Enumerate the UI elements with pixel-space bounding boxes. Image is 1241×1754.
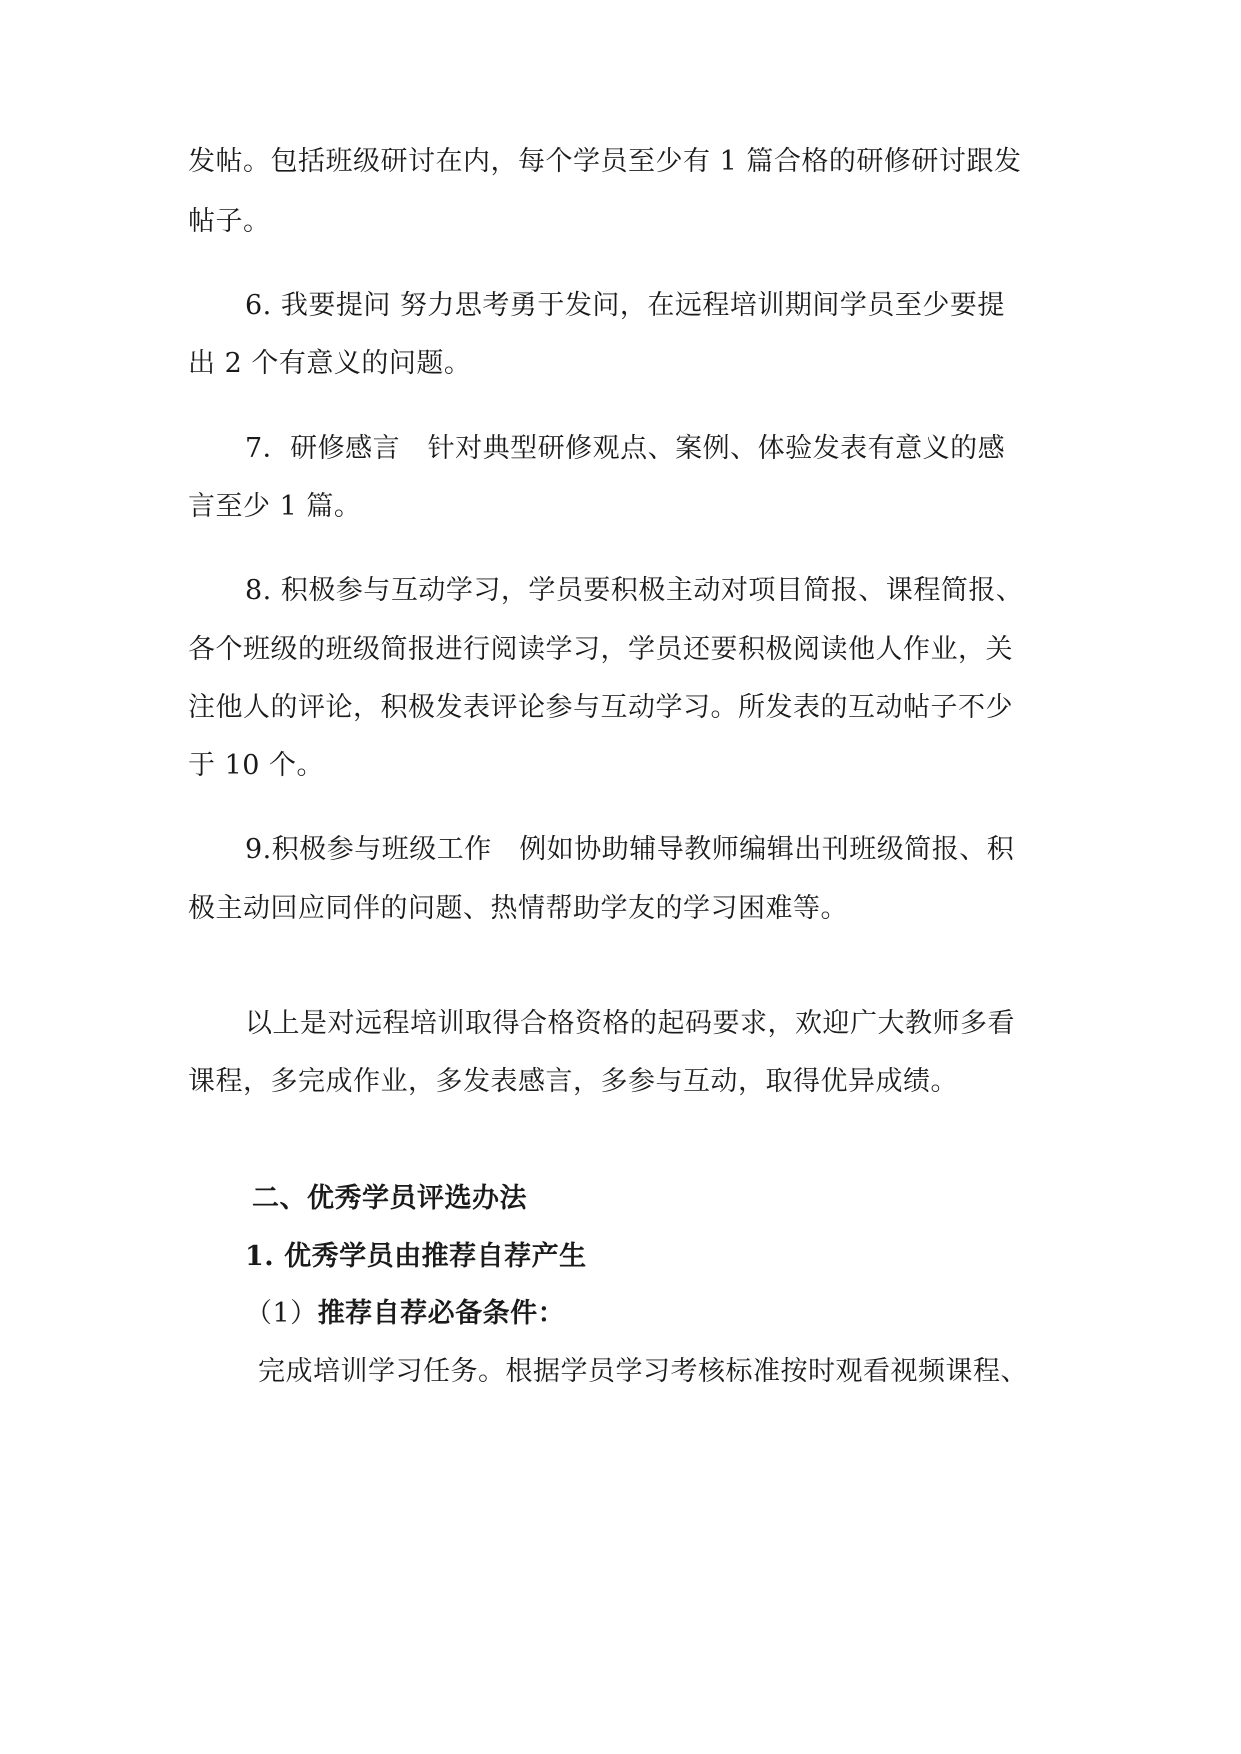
para8-line3: 注他人的评论，积极发表评论参与互动学习。所发表的互动帖子不少: [188, 692, 1013, 723]
para7-line1: 7．研修感言 针对典型研修观点、案例、体验发表有意义的感: [245, 433, 1006, 464]
summary-line1: 以上是对远程培训取得合格资格的起码要求，欢迎广大教师多看: [245, 1008, 1015, 1039]
summary-line2: 课程，多完成作业，多发表感言，多参与互动，取得优异成绩。: [188, 1066, 958, 1097]
para6-line1: 6. 我要提问 努力思考勇于发问，在远程培训期间学员至少要提: [245, 290, 1005, 321]
section-heading: 二、优秀学员评选办法: [252, 1183, 527, 1214]
para8-line4: 于 10 个。: [188, 750, 325, 781]
condition-body-line1: 完成培训学习任务。根据学员学习考核标准按时观看视频课程、: [258, 1356, 1028, 1387]
para5-line2: 帖子。: [188, 206, 271, 237]
para5-line1: 发帖。包括班级研讨在内，每个学员至少有 1 篇合格的研修研讨跟发: [188, 146, 1022, 177]
condition-title: 推荐自荐必备条件：: [317, 1298, 566, 1329]
subsection-heading: 1. 优秀学员由推荐自荐产生: [245, 1241, 587, 1272]
para9-line2: 极主动回应同伴的问题、热情帮助学友的学习困难等。: [188, 893, 848, 924]
para6-line2: 出 2 个有意义的问题。: [188, 348, 472, 379]
para9-line1: 9.积极参与班级工作 例如协助辅导教师编辑出刊班级简报、积: [245, 834, 1015, 865]
para8-line1: 8. 积极参与互动学习，学员要积极主动对项目简报、课程简报、: [245, 575, 1024, 606]
para8-line2: 各个班级的班级简报进行阅读学习，学员还要积极阅读他人作业，关: [188, 634, 1013, 665]
para7-line2: 言至少 1 篇。: [188, 491, 362, 522]
condition-number: （1）: [245, 1298, 318, 1329]
condition-heading: [245, 1297, 1125, 1331]
